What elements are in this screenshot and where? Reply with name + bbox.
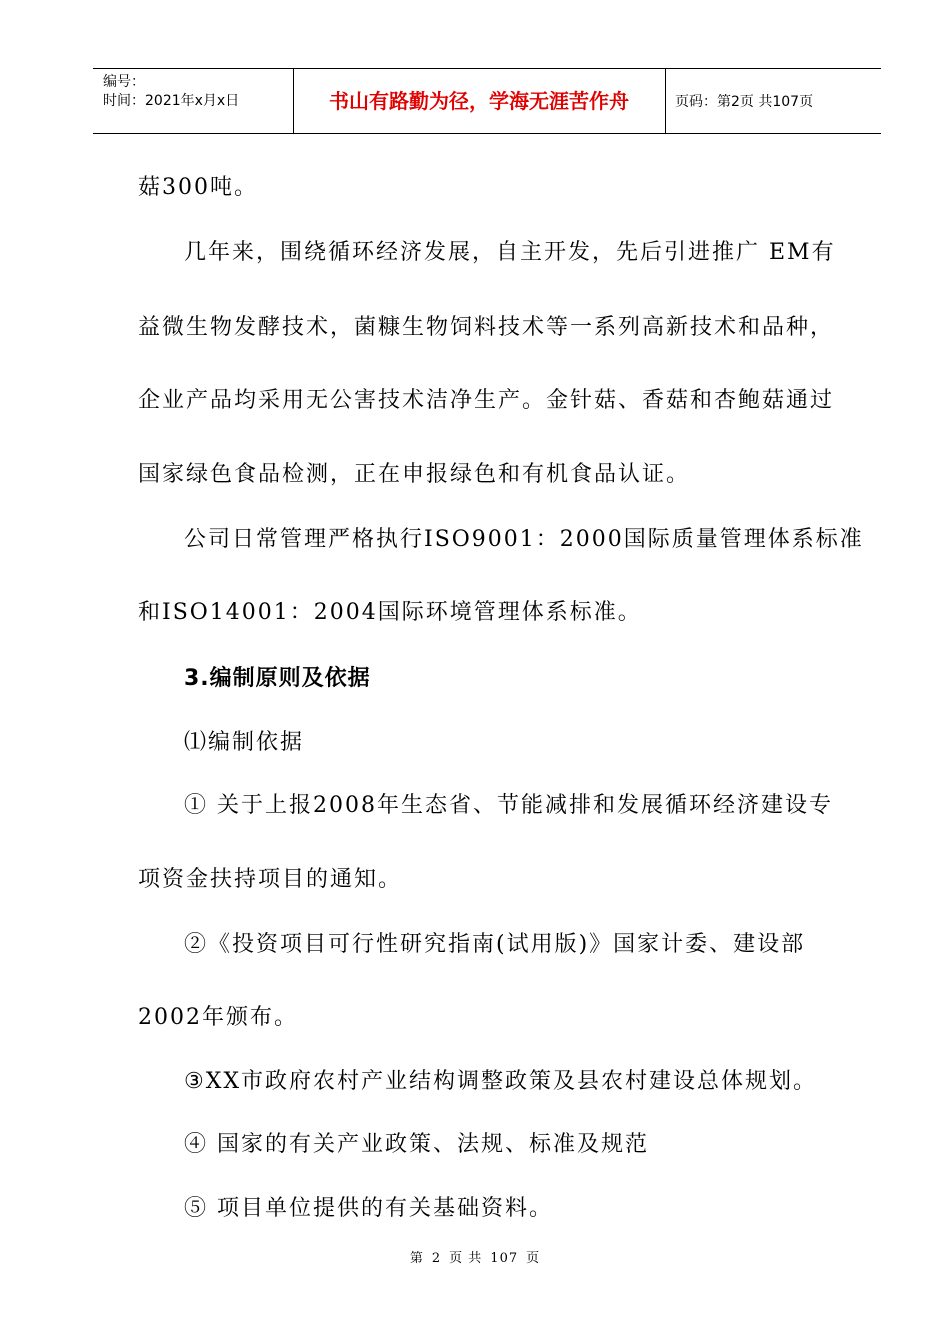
footer-mid: 页 共 — [449, 1251, 483, 1266]
footer-prefix: 第 — [409, 1251, 424, 1266]
body-line-15: ④ 国家的有关产业政策、法规、标准及规范 — [184, 1132, 649, 1157]
body-line-14: ③XX市政府农村产业结构调整政策及县农村建设总体规划。 — [184, 1069, 818, 1094]
body-line-10: ① 关于上报2008年生态省、节能减排和发展循环经济建设专 — [184, 793, 833, 818]
header-number-label: 编号： — [103, 74, 145, 90]
body-line-13: 2002年颁布。 — [138, 1005, 298, 1030]
header-page-info: 页码：第2页 共107页 — [675, 94, 814, 110]
header-time-label: 时间：2021年x月x日 — [103, 93, 240, 109]
body-line-12: ②《投资项目可行性研究指南(试用版)》国家计委、建设部 — [184, 932, 806, 957]
body-line-11: 项资金扶持项目的通知。 — [138, 867, 403, 892]
subsection-heading: ⑴编制依据 — [184, 730, 305, 755]
body-line-6: 公司日常管理严格执行ISO9001：2000国际质量管理体系标准 — [184, 527, 864, 552]
header-meta — [103, 73, 239, 111]
footer-page-number: 2 — [431, 1251, 442, 1266]
footer-page-total: 107 — [490, 1251, 519, 1266]
header-divider-right — [665, 69, 666, 133]
body-line-1: 菇300吨。 — [138, 175, 258, 200]
body-line-7: 和ISO14001：2004国际环境管理体系标准。 — [138, 600, 642, 625]
body-line-16: ⑤ 项目单位提供的有关基础资料。 — [184, 1196, 553, 1221]
document-header — [93, 68, 881, 134]
section-heading: 3.编制原则及依据 — [184, 666, 371, 691]
body-line-5: 国家绿色食品检测，正在申报绿色和有机食品认证。 — [138, 462, 691, 487]
header-motto: 书山有路勤为径，学海无涯苦作舟 — [329, 89, 629, 113]
body-line-4: 企业产品均采用无公害技术洁净生产。金针菇、香菇和杏鲍菇通过 — [138, 388, 835, 413]
body-line-2: 几年来，围绕循环经济发展，自主开发，先后引进推广 EM有 — [184, 240, 836, 265]
page-footer — [0, 1247, 950, 1266]
footer-suffix: 页 — [526, 1251, 541, 1266]
body-line-3: 益微生物发酵技术，菌糠生物饲料技术等一系列高新技术和品种， — [138, 315, 835, 340]
